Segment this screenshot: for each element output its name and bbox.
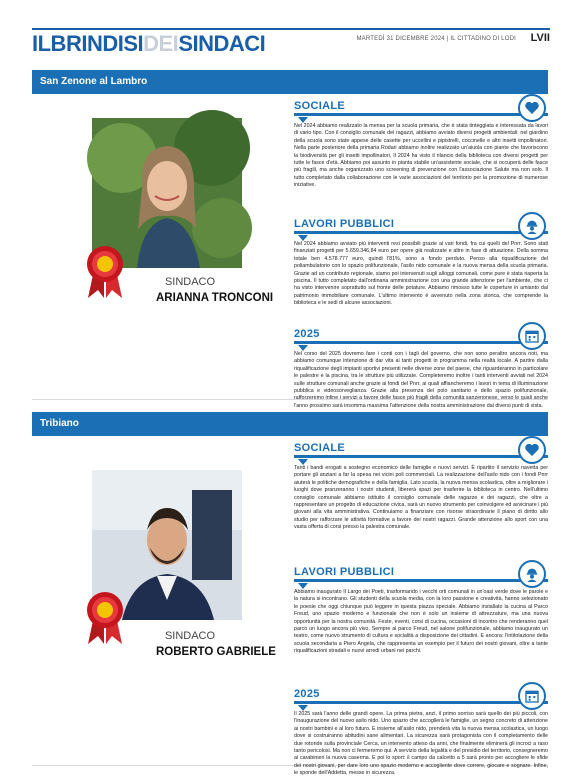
town-section [32, 70, 548, 409]
block-title: 2025 [294, 688, 323, 700]
pointer-icon [298, 459, 308, 465]
town-header: San Zenone al Lambro [32, 70, 548, 94]
mayor-role: SINDACO [164, 276, 216, 288]
mayor-name: ARIANNA TRONCONI [156, 292, 274, 304]
block-text: Abbiamo inaugurato Il Largo dei Poeti, trasformando i vecchi orti comunali in un'oasi verde dove le parole e la natura si incontrano. Gli studenti della scuola media, con la loro passione e creatività, hanno selezionato le poesie che oggi chiunque può leggere in questa piazza speciale. Abbiamo installato la cucina al Parco Freud, uno spazio moderno e funzionale che non è solo un insieme di attrezzature, ma una nuova opportunità per la nostra comunità. Feste, eventi, corsi di cucina, occasioni di incontro che renderanno quel parco un luogo ancora più vivo. Sempre al parco Freud, nel salone polifunzionale, abbiamo inaugurato un teatro, come nuovo strumento di cultura e socialità a disposizione dei cittadini. E ancora: l'intitolazione della scuola secondaria a Piero Angela, che rappresenta un esempio per il futuro dei nostri giovani, oltre a tante riqualificazioni stradali e nuovi arredi urbani nei parchi. [294, 589, 548, 655]
town-section [32, 412, 548, 777]
newspaper-section-title: ILBRINDISIDEISINDACI [32, 31, 266, 56]
block-lavori-pubblici [294, 218, 548, 308]
heart-icon [518, 436, 546, 464]
block-title: LAVORI PUBBLICI [294, 566, 397, 578]
worker-icon [518, 212, 546, 240]
calendar-icon [518, 322, 546, 350]
worker-icon [518, 560, 546, 588]
pointer-icon [298, 583, 308, 589]
issue-date: MARTEDÌ 31 DICEMBRE 2024 | IL CITTADINO DI LODI [356, 36, 516, 42]
block-title: 2025 [294, 328, 323, 340]
block-text: Tanti i bandi erogati a sostegno economico delle famiglie e nuovi servizi. È ripartito il servizio navetta per portare gli anziani a far la spesa nei vicini poli commerciali. La realizzazione dell'asilo nido con i fondi Pnrr aiuterà le politiche demografiche e della famiglia. Lato scuola, la nuova mensa scolastica, oltre a migliorare i luoghi dove pranzeranno i nostri studenti, libererà spazi per trasferire la biblioteca in centro. Nell'ultimo consiglio comunale abbiamo istituito il consiglio comunale delle ragazze e dei ragazzi, che oltre a rappresentare un progetto di educazione civica, sarà un nuovo strumento per coinvolgere ed avvicinare i più giovani alla vita amministrativa. Continuiamo a finanziare con risorse straordinarie il piano di diritto allo studio per rafforzare le attività formative a favore dei nostri ragazzi. Grande attenzione allo sport con una vasta offerta di corsi presso la palestra comunale. [294, 465, 548, 531]
mayor-name: ROBERTO GABRIELE [156, 646, 276, 658]
block-title: SOCIALE [294, 100, 348, 112]
block-title: SOCIALE [294, 442, 348, 454]
block-sociale [294, 442, 548, 532]
pointer-icon [298, 345, 308, 351]
heart-icon [518, 94, 546, 122]
block-2025 [294, 688, 548, 778]
block-text: Nel 2024 abbiamo realizzato la mensa per la scuola primaria, che è stata tinteggiata e interessata da lavori di vario tipo. Con il consiglio comunale dei ragazzi, abbiamo avviato diversi progetti ambientali: nel giardino della scuola sono state appese delle casette per uccellini e pipistrelli, coccinelle e altri insetti impollinatori. Nella parte posteriore della primaria Rodari abbiamo inoltre realizzato un'aiuola con piante che favoriscono la biodiversità per gli insetti impollinatori. Il 2024 ha visto il rilancio della biblioteca con diversi progetti per tutte le fasce d'età. Abbiamo poi assunto in pianta stabile un'assistente sociale, che si occuperà delle fasce più fragili, ma anche organizzato uno screening di prevenzione con l'associazione Salute ma non solo. Il tutto completato dalla collaborazione con le varie associazioni del territorio per la promozione di numerose iniziative. [294, 123, 548, 189]
pointer-icon [298, 235, 308, 241]
block-title: LAVORI PUBBLICI [294, 218, 397, 230]
block-lavori-pubblici [294, 566, 548, 656]
town-header: Tribiano [32, 412, 548, 436]
block-text: Nel 2024 abbiamo avviato più interventi resi possibili grazie ai vari fondi, fra cui quelli del Pnrr. Sono stati finanziati progetti per 5.659.346,84 euro per opere già realizzate e altre in fase di attuazione. Della somma totale ben 4.578.777 euro, quindi l'81%, sono a fondo perduto. Penso alla riqualificazione del poliambulatorio con lo spazio polifunzionale, l'asilo nido comunale e la nuova mensa della scuola primaria. Grazie ad un contributo regionale, siamo poi intervenuti sugli alloggi comunali, come pure è stata riaperta la piscina. Il tutto completato dall'ordinaria amministrazione con una grande attenzione per l'ambiente, che ci ha visto intervenire soprattutto sul fronte delle potature. Abbiamo rimosso tutte le coperture in amianto dal patrimonio immobiliare comunale. L'ultimo intervento è avvenuto nella zona storica, che comprende la biblioteca e le sedi di alcune associazioni. [294, 241, 548, 307]
calendar-icon [518, 682, 546, 710]
mayor-role: SINDACO [164, 630, 216, 642]
block-2025 [294, 328, 548, 410]
page-number: LVII [530, 32, 550, 44]
pointer-icon [298, 705, 308, 711]
block-text: Nel corso del 2025 dovremo fare i conti con i tagli del governo, che non sono peraltro ancora noti, ma abbiamo comunque intenzione di dar vita ai tanti progetti in programma nella realtà locale. A partire dalla riqualificazione degli impianti sportivi presenti nelle diverse zone del paese, che riguarderanno in particolare le palestre e la piscina, tra le strutture più utilizzate. Completeremo inoltre i tanti interventi avviati nel 2024 sulle strutture comunali anche grazie ai fondi del Pnrr, ai quali affiancheremo i lavori in tema di illuminazione pubblica e videosorveglianza. Grazie alla presenza del polo sanitario e dello spazio polifunzionale, rafforzeremo infine i servizi a favore delle fasce più fragili della comunità sanzenonese, verso le quali anche l'anno prossimo sarà insomma massima l'attenzione della nostra amministrazione dai diversi punti di vista. [294, 351, 548, 409]
pointer-icon [298, 117, 308, 123]
rosette-icon [84, 244, 126, 300]
block-sociale [294, 100, 548, 190]
block-text: Il 2025 sarà l'anno delle grandi opere. La prima pietra, anzi, il primo sorriso sarà quello dei più piccoli, con l'inaugurazione del nuovo asilo nido. Uno spazio che accoglierà le famiglie, un segno concreto di attenzione ai nostri bambini e al loro futuro. E insieme all'asilo nido, prenderà vita la nuova mensa scolastica, un luogo dove si costruiranno abitudini sane alimentari. La sicurezza sarà protagonista con il completamento delle due rotonde sulla provinciale Cerca, un intervento atteso da anni, che finalmente eliminerà gli incroci a raso tanto pericolosi. Ma non ci fermeremo qui. A servizio della legalità e del presidio del territorio, consegneremo ai carabinieri la nuova caserma. E poi lo sport: il campo da calcetto a 5 sarà pronto per accogliere le sfide dei nostri giovani, per dare loro uno spazio moderno e accogliente dove correre, giocare e sognare. Infine, le sponde dell'Addetta, messe in sicurezza. [294, 711, 548, 777]
rosette-icon [84, 590, 126, 646]
masthead [32, 28, 550, 54]
